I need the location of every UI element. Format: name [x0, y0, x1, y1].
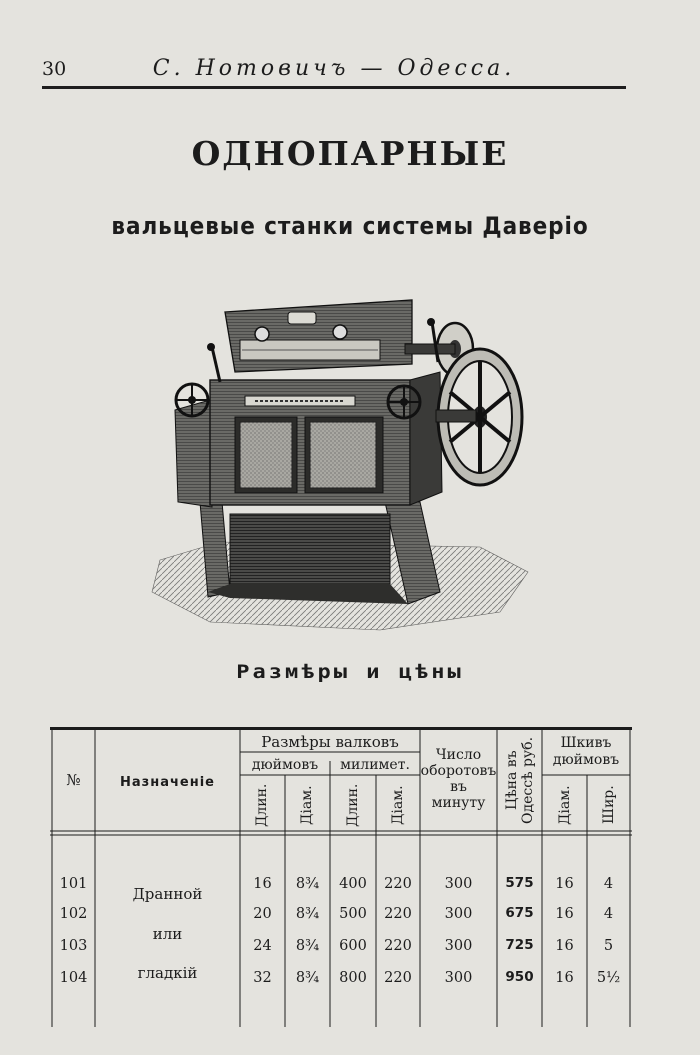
purpose-line: гладкій [137, 964, 198, 982]
rpm-header-line: Число [435, 747, 482, 763]
length-mm-cell: 600 [339, 938, 367, 954]
length-in-cell: 24 [253, 938, 272, 954]
diameter-in-cell: 8¾ [295, 876, 320, 892]
inches-header: дюймовъ [251, 757, 319, 773]
price-cell: 725 [505, 937, 534, 953]
price-cell: 675 [505, 905, 534, 921]
table-row [50, 907, 632, 927]
roll-sizes-header: Размѣры валковъ [261, 733, 399, 751]
pulley-header-line: дюймовъ [552, 752, 620, 768]
page-subtitle: вальцевые станки системы Даверіо [111, 212, 589, 240]
pulley-diameter-header: Діам. [557, 785, 573, 825]
length-mm-header: Длин. [345, 783, 361, 827]
pulley-width-cell: 4 [603, 876, 614, 892]
diameter-in-cell: 8¾ [295, 970, 320, 986]
row-number: 102 [59, 906, 88, 922]
pulley-header-line: Шкивъ [560, 735, 612, 751]
col-number-header: № [66, 771, 81, 789]
rpm-header-line: минуту [431, 795, 486, 811]
length-in-cell: 32 [253, 970, 272, 986]
length-in-header: Длин. [254, 783, 270, 827]
rpm-cell: 300 [444, 876, 473, 892]
running-head [42, 56, 626, 88]
rpm-cell: 300 [444, 970, 473, 986]
diameter-mm-cell: 220 [384, 906, 412, 922]
roller-mill-illustration [150, 292, 530, 637]
mm-header: милимет. [340, 757, 410, 773]
length-mm-cell: 800 [339, 970, 367, 986]
diameter-in-header: Діам. [299, 785, 315, 825]
page-title: ОДНОПАРНЫЕ [191, 134, 509, 173]
rpm-cell: 300 [444, 938, 473, 954]
table-row [50, 939, 632, 959]
purpose-line: или [152, 925, 183, 943]
length-mm-cell: 400 [339, 876, 367, 892]
table-row [50, 971, 632, 991]
pulley-width-cell: 4 [603, 906, 614, 922]
length-in-cell: 20 [253, 906, 272, 922]
pulley-diameter-cell: 16 [555, 906, 574, 922]
pulley-diameter-cell: 16 [555, 876, 574, 892]
header-rule [42, 86, 626, 89]
diameter-mm-cell: 220 [384, 876, 412, 892]
pulley-width-header: Шир. [601, 785, 617, 825]
diameter-in-cell: 8¾ [295, 906, 320, 922]
section-heading: Размѣры и цѣны [236, 661, 464, 684]
row-number: 101 [59, 876, 88, 892]
length-in-cell: 16 [253, 876, 272, 892]
rpm-header-line: въ [450, 779, 467, 795]
page-number: 30 [42, 58, 67, 80]
pulley-diameter-cell: 16 [555, 938, 574, 954]
rpm-header-line: оборотовъ [420, 763, 497, 779]
spec-table-rows [50, 727, 632, 1027]
price-cell: 575 [505, 875, 534, 891]
diameter-in-cell: 8¾ [295, 938, 320, 954]
pulley-width-cell: 5 [603, 938, 614, 954]
price-header-line: Одессѣ руб. [520, 736, 536, 824]
diameter-mm-cell: 220 [384, 970, 412, 986]
price-cell: 950 [505, 969, 534, 985]
row-number: 104 [59, 970, 88, 986]
running-title: С. Нотовичъ — Одесса. [152, 56, 516, 81]
pulley-width-cell: 5½ [596, 970, 621, 986]
diameter-mm-cell: 220 [384, 938, 412, 954]
length-mm-cell: 500 [339, 906, 367, 922]
diameter-mm-header: Діам. [390, 785, 406, 825]
row-number: 103 [59, 938, 88, 954]
purpose-line: Дранной [132, 885, 203, 903]
table-row [50, 877, 632, 897]
pulley-diameter-cell: 16 [555, 970, 574, 986]
rpm-cell: 300 [444, 906, 473, 922]
price-header-line: Цѣна въ [504, 750, 520, 810]
col-purpose-header: Назначеніе [120, 775, 215, 790]
